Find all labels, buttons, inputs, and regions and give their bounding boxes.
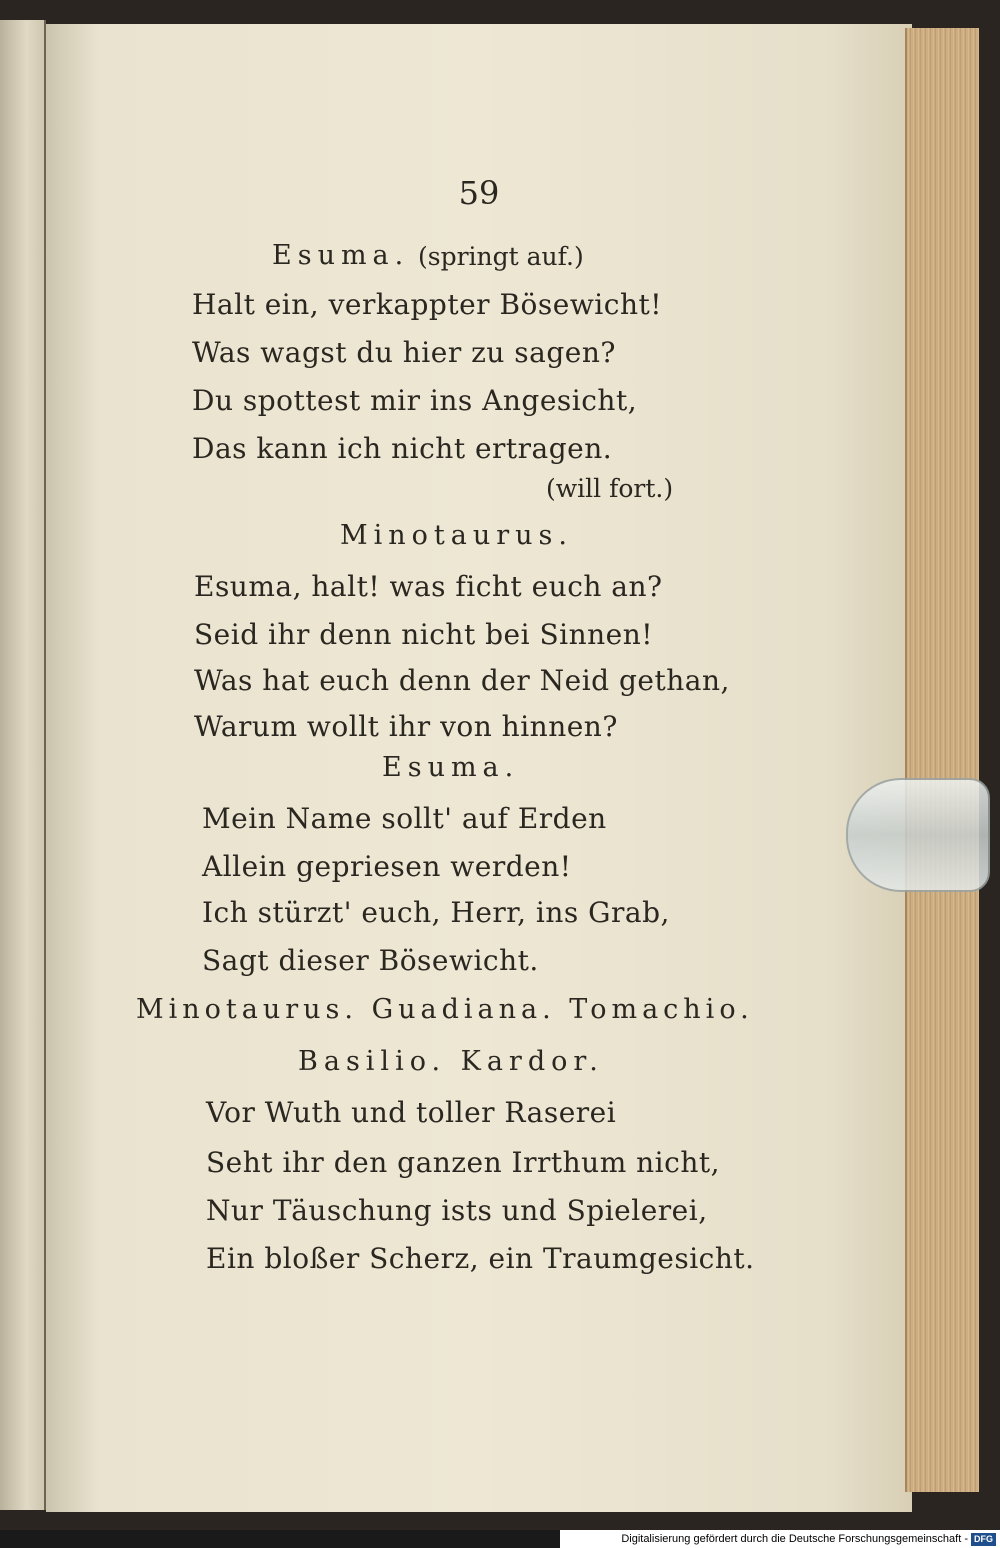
verse-line: Mein Name sollt' auf Erden (202, 802, 607, 835)
verse-line: Vor Wuth und toller Raserei (206, 1096, 617, 1129)
verse-line: Esuma, halt! was ficht euch an? (194, 570, 663, 603)
verse-line: Was hat euch denn der Neid gethan, (194, 664, 730, 697)
speaker-heading: Basilio. Kardor. (298, 1046, 604, 1077)
page-clip (846, 778, 990, 892)
verse-line: Seht ihr den ganzen Irrthum nicht, (206, 1146, 720, 1179)
previous-page-edge (0, 20, 46, 1510)
verse-line: Warum wollt ihr von hinnen? (194, 710, 618, 743)
book-page (46, 24, 912, 1512)
verse-line: Ich stürzt' euch, Herr, ins Grab, (202, 896, 670, 929)
stage-direction: (will fort.) (546, 474, 674, 503)
verse-line: Nur Täuschung ists und Spielerei, (206, 1194, 708, 1227)
verse-line: Das kann ich nicht ertragen. (192, 432, 613, 465)
speaker-heading: Esuma. (382, 752, 520, 783)
page-number: 59 (458, 174, 500, 212)
verse-line: Allein gepriesen werden! (202, 850, 572, 883)
verse-line: Seid ihr denn nicht bei Sinnen! (194, 618, 654, 651)
verse-line: Du spottest mir ins Angesicht, (192, 384, 638, 417)
verse-line: Ein bloßer Scherz, ein Traumgesicht. (206, 1242, 755, 1275)
page-stack-edges (905, 28, 979, 1492)
verse-line: Was wagst du hier zu sagen? (192, 336, 616, 369)
verse-line: Sagt dieser Bösewicht. (202, 944, 539, 977)
digitization-credit (560, 1530, 1000, 1548)
stage-direction: (springt auf.) (418, 242, 584, 271)
speaker-heading: Minotaurus. (340, 520, 573, 551)
credit-text: Digitalisierung gefördert durch die Deutsche Forschungsgemeinschaft - (621, 1533, 968, 1545)
dfg-logo: DFG (971, 1533, 996, 1546)
speaker-heading: Esuma. (272, 240, 410, 271)
verse-line: Halt ein, verkappter Bösewicht! (192, 288, 662, 321)
speaker-heading: Minotaurus. Guadiana. Tomachio. (136, 994, 754, 1025)
